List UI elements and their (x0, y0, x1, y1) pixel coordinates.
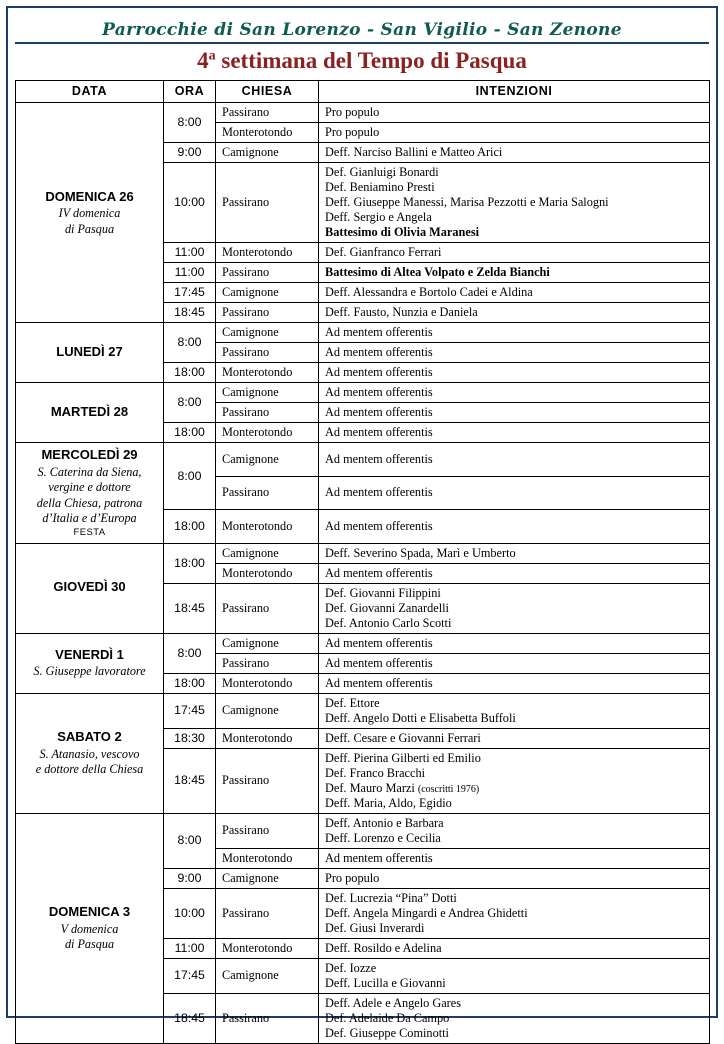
intention-line: Deff. Lorenzo e Cecilia (325, 830, 441, 845)
intention-cell (319, 323, 710, 343)
church-cell: Camignone (216, 693, 319, 728)
intention-cell (319, 653, 710, 673)
intention-line: Deff. Antonio e Barbara (325, 815, 444, 830)
intention-line: Def. Giuseppe Cominotti (325, 1025, 449, 1040)
day-subtitle: IV domenica (58, 206, 121, 221)
day-cell (16, 323, 164, 383)
intention-cell (319, 163, 710, 243)
intention-cell (319, 403, 710, 423)
day-subtitle: V domenica (60, 922, 119, 937)
parish-banner: Parrocchie di San Lorenzo - San Vigilio - San Zenone (15, 14, 709, 44)
intention-cell (319, 103, 710, 123)
day-subtitle: di Pasqua (64, 221, 115, 236)
intention-line: Deff. Angelo Dotti e Elisabetta Buffoli (325, 710, 516, 725)
intention-cell (319, 958, 710, 993)
intention-cell (319, 693, 710, 728)
page-title (15, 44, 709, 80)
intention-cell (319, 673, 710, 693)
intention-cell (319, 303, 710, 323)
intention-line: Battesimo di Olivia Maranesi (325, 225, 480, 240)
time-cell: 9:00 (164, 143, 216, 163)
intention-line: Deff. Fausto, Nunzia e Daniela (325, 305, 478, 320)
time-cell: 8:00 (164, 383, 216, 423)
intention-cell (319, 283, 710, 303)
intention-line: Def. Gianfranco Ferrari (325, 245, 442, 260)
intention-line: Deff. Rosildo e Adelina (325, 940, 442, 955)
intention-cell (319, 633, 710, 653)
intention-cell (319, 888, 710, 938)
intention-line: Ad mentem offerentis (325, 635, 433, 650)
time-cell: 9:00 (164, 868, 216, 888)
day-cell (16, 693, 164, 813)
intention-cell (319, 938, 710, 958)
intention-line: Ad mentem offerentis (325, 655, 433, 670)
intention-line: Def. Gianluigi Bonardi (325, 165, 439, 180)
intention-cell (319, 476, 710, 509)
intention-line: Def. Giovanni Zanardelli (325, 600, 449, 615)
intention-cell (319, 363, 710, 383)
intention-cell (319, 263, 710, 283)
column-header-ora: ORA (164, 81, 216, 103)
table-body (16, 103, 710, 1044)
church-cell: Camignone (216, 958, 319, 993)
intention-line: Deff. Maria, Aldo, Egidio (325, 795, 452, 810)
intention-cell (319, 848, 710, 868)
time-cell: 10:00 (164, 163, 216, 243)
intention-cell (319, 868, 710, 888)
time-cell: 17:45 (164, 283, 216, 303)
time-cell: 18:45 (164, 583, 216, 633)
church-cell: Camignone (216, 868, 319, 888)
church-cell: Camignone (216, 543, 319, 563)
church-cell: Monterotondo (216, 563, 319, 583)
day-subtitle: della Chiesa, patrona (36, 495, 143, 510)
church-cell: Passirano (216, 476, 319, 509)
time-cell: 8:00 (164, 443, 216, 510)
table-row (16, 543, 710, 563)
day-subtitle: di Pasqua (64, 937, 115, 952)
church-cell: Monterotondo (216, 363, 319, 383)
day-subtitle: e dottore della Chiesa (35, 762, 144, 777)
day-cell (16, 633, 164, 693)
time-cell: 18:00 (164, 363, 216, 383)
church-cell: Camignone (216, 323, 319, 343)
time-cell: 17:45 (164, 693, 216, 728)
table-row (16, 103, 710, 123)
intention-cell (319, 583, 710, 633)
day-name: SABATO 2 (57, 729, 122, 745)
intention-cell (319, 993, 710, 1043)
intention-line: Ad mentem offerentis (325, 485, 433, 500)
column-header-data: DATA (16, 81, 164, 103)
day-subtitle: S. Atanasio, vescovo (39, 746, 140, 761)
intention-cell (319, 243, 710, 263)
intention-line: Battesimo di Altea Volpato e Zelda Bianchi (325, 265, 550, 280)
intention-line: Def. Giusi Inverardi (325, 920, 425, 935)
intention-line: Deff. Angela Mingardi e Andrea Ghidetti (325, 905, 528, 920)
intention-line: Def. Antonio Carlo Scotti (325, 615, 452, 630)
time-cell: 11:00 (164, 263, 216, 283)
day-name: VENERDÌ 1 (55, 646, 124, 662)
church-cell: Monterotondo (216, 728, 319, 748)
intention-line: Deff. Severino Spada, Marì e Umberto (325, 545, 516, 560)
column-header-chiesa: CHIESA (216, 81, 319, 103)
church-cell: Passirano (216, 343, 319, 363)
church-cell: Monterotondo (216, 123, 319, 143)
intention-line: Deff. Cesare e Giovanni Ferrari (325, 730, 481, 745)
time-cell: 18:00 (164, 673, 216, 693)
intention-line: Ad mentem offerentis (325, 425, 433, 440)
intention-line: Deff. Giuseppe Manessi, Marisa Pezzotti e Maria Salogni (325, 195, 609, 210)
church-cell: Camignone (216, 283, 319, 303)
intention-cell (319, 123, 710, 143)
table-row (16, 323, 710, 343)
church-cell: Passirano (216, 303, 319, 323)
time-cell: 8:00 (164, 813, 216, 868)
table-row (16, 693, 710, 728)
day-name: DOMENICA 26 (45, 188, 134, 204)
intention-line: Ad mentem offerentis (325, 365, 433, 380)
church-cell: Camignone (216, 443, 319, 476)
intention-line: Ad mentem offerentis (325, 325, 433, 340)
church-cell: Monterotondo (216, 423, 319, 443)
intention-line: Def. Mauro Marzi (coscritti 1976) (325, 780, 480, 795)
time-cell: 10:00 (164, 888, 216, 938)
time-cell: 8:00 (164, 633, 216, 673)
title-rest: settimana del Tempo di Pasqua (215, 48, 527, 73)
day-feast-label: FESTA (73, 527, 106, 539)
time-cell: 18:00 (164, 543, 216, 583)
time-cell: 11:00 (164, 243, 216, 263)
day-name: MARTEDÌ 28 (50, 403, 129, 419)
intention-line: Pro populo (325, 125, 380, 140)
title-prefix: 4 (197, 48, 209, 73)
day-cell (16, 443, 164, 543)
time-cell: 8:00 (164, 323, 216, 363)
title-ordinal-suffix: a (208, 48, 216, 64)
document-content (15, 14, 709, 1044)
intention-cell (319, 748, 710, 813)
day-cell (16, 383, 164, 443)
church-cell: Passirano (216, 163, 319, 243)
intention-cell (319, 543, 710, 563)
church-cell: Monterotondo (216, 510, 319, 544)
intention-line: Deff. Narciso Ballini e Matteo Arici (325, 145, 503, 160)
church-cell: Monterotondo (216, 673, 319, 693)
intention-line: Deff. Lucilla e Giovanni (325, 975, 446, 990)
intention-line: Ad mentem offerentis (325, 675, 433, 690)
intention-line: Ad mentem offerentis (325, 451, 433, 466)
day-name: GIOVEDÌ 30 (53, 579, 126, 595)
time-cell: 18:45 (164, 748, 216, 813)
intention-line: Deff. Adele e Angelo Gares (325, 995, 462, 1010)
intention-line: Deff. Sergio e Angela (325, 210, 432, 225)
time-cell: 18:00 (164, 423, 216, 443)
church-cell: Passirano (216, 263, 319, 283)
intention-line: Pro populo (325, 870, 380, 885)
table-row (16, 813, 710, 848)
day-name: LUNEDÌ 27 (56, 343, 123, 359)
church-cell: Camignone (216, 633, 319, 653)
intention-cell (319, 343, 710, 363)
church-cell: Monterotondo (216, 848, 319, 868)
day-subtitle: S. Giuseppe lavoratore (33, 664, 146, 679)
day-name: DOMENICA 3 (48, 904, 131, 920)
day-cell (16, 543, 164, 633)
intention-line: Def. Lucrezia “Pina” Dotti (325, 890, 457, 905)
intention-line: Ad mentem offerentis (325, 565, 433, 580)
intention-line: Ad mentem offerentis (325, 405, 433, 420)
day-name: MERCOLEDÌ 29 (41, 447, 138, 463)
intention-line: Pro populo (325, 105, 380, 120)
time-cell: 18:00 (164, 510, 216, 544)
intention-line: Def. Iozze (325, 960, 377, 975)
day-subtitle: S. Caterina da Siena, (37, 465, 142, 480)
intention-cell (319, 510, 710, 544)
church-cell: Monterotondo (216, 938, 319, 958)
day-cell (16, 813, 164, 1043)
table-row (16, 443, 710, 476)
intention-line: Ad mentem offerentis (325, 345, 433, 360)
time-cell: 18:45 (164, 303, 216, 323)
time-cell: 17:45 (164, 958, 216, 993)
church-cell: Passirano (216, 888, 319, 938)
church-cell: Passirano (216, 103, 319, 123)
intention-line: Ad mentem offerentis (325, 518, 433, 533)
church-cell: Monterotondo (216, 243, 319, 263)
intention-cell (319, 383, 710, 403)
intention-cell (319, 423, 710, 443)
time-cell: 8:00 (164, 103, 216, 143)
intention-line: Def. Franco Bracchi (325, 765, 426, 780)
intention-line: Def. Ettore (325, 695, 380, 710)
church-cell: Passirano (216, 583, 319, 633)
church-cell: Passirano (216, 813, 319, 848)
church-cell: Passirano (216, 653, 319, 673)
table-header-row (16, 81, 710, 103)
intention-line: Def. Adelaide Da Campo (325, 1010, 450, 1025)
intention-line: Def. Giovanni Filippini (325, 585, 441, 600)
church-cell: Passirano (216, 993, 319, 1043)
intention-line: Ad mentem offerentis (325, 385, 433, 400)
church-cell: Passirano (216, 748, 319, 813)
intention-note: (coscritti 1976) (417, 783, 480, 795)
intention-line: Def. Beniamino Presti (325, 180, 435, 195)
intention-line: Deff. Alessandra e Bortolo Cadei e Aldina (325, 285, 533, 300)
mass-schedule-table (15, 80, 710, 1044)
church-cell: Camignone (216, 143, 319, 163)
church-cell: Passirano (216, 403, 319, 423)
intention-cell (319, 143, 710, 163)
day-subtitle: vergine e dottore (48, 480, 131, 495)
day-cell (16, 103, 164, 323)
table-row (16, 633, 710, 653)
time-cell: 18:45 (164, 993, 216, 1043)
day-subtitle: d’Italia e d’Europa (42, 510, 137, 525)
intention-cell (319, 443, 710, 476)
intention-line: Ad mentem offerentis (325, 850, 433, 865)
column-header-intenzioni: INTENZIONI (319, 81, 710, 103)
intention-cell (319, 563, 710, 583)
church-cell: Camignone (216, 383, 319, 403)
intention-cell (319, 813, 710, 848)
intention-line: Deff. Pierina Gilberti ed Emilio (325, 750, 481, 765)
intention-cell (319, 728, 710, 748)
time-cell: 11:00 (164, 938, 216, 958)
table-row (16, 383, 710, 403)
time-cell: 18:30 (164, 728, 216, 748)
